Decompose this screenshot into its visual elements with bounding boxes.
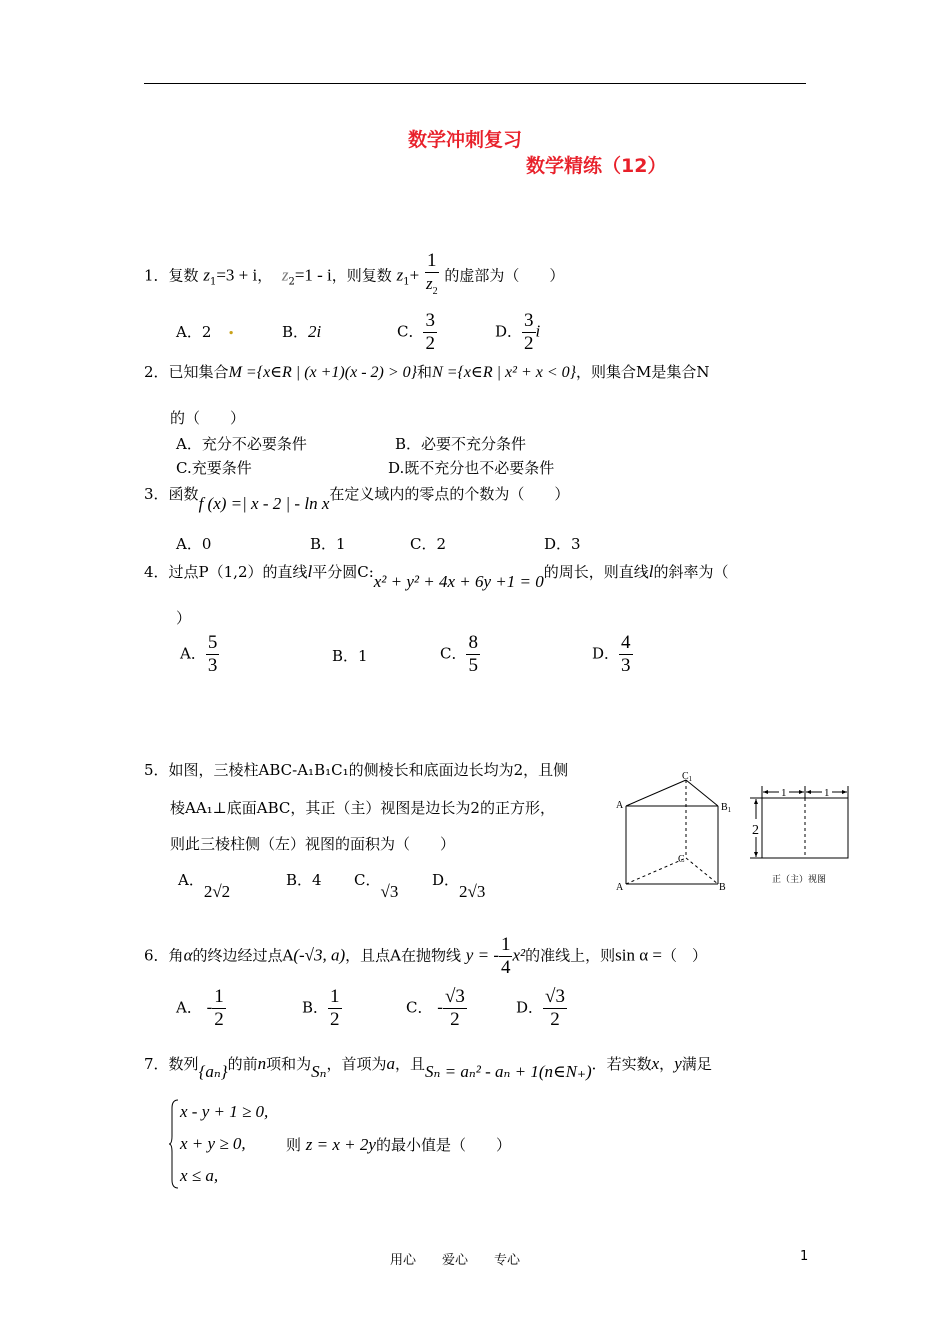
- q7-constraint-2: x + y ≥ 0,: [180, 1134, 246, 1153]
- q6-parabola-post: x²: [512, 945, 526, 965]
- q1-c-den: 2: [425, 333, 435, 354]
- q7-z: z = x + 2y: [305, 1135, 376, 1154]
- q1-d-label: D．: [495, 322, 523, 341]
- prism-edge-ac: [626, 858, 686, 884]
- q1-z1-sub: 1: [209, 276, 217, 288]
- q1-c-label: C．: [397, 322, 424, 341]
- q2-set-n: N ={x∈R | x² + x < 0}: [432, 364, 577, 381]
- q6-mid2: ，且点A在抛物线: [345, 946, 462, 965]
- title-sub: 数学精练（12）: [526, 155, 667, 177]
- q1-d-den: 2: [524, 333, 534, 354]
- title-main: 数学冲刺复习: [408, 129, 523, 151]
- prism-edge-c1b1: [686, 780, 718, 806]
- q7-then: 则: [286, 1136, 302, 1154]
- label-b1: $B_1$: [721, 802, 732, 814]
- q4-d-den: 3: [621, 655, 631, 676]
- q3-post: 在定义域内的零点的个数为（ ）: [329, 485, 570, 503]
- q6-c-label: C．: [406, 998, 433, 1017]
- q1-mid: ，则复数: [331, 266, 392, 285]
- question-2: [144, 362, 710, 383]
- q5-option-c: [354, 870, 399, 901]
- q5-d-value: 2√3: [459, 882, 486, 901]
- arrow-6: [754, 852, 758, 857]
- q1-option-b: [282, 322, 321, 342]
- arrow-5: [754, 799, 758, 804]
- q7-mid3: ，首项为: [326, 1055, 387, 1073]
- q1-z2-eq: =1 - i: [294, 265, 332, 285]
- q6-a-den: 2: [214, 1009, 224, 1030]
- q6-a-num: 1: [214, 986, 224, 1007]
- q7-sequence: {aₙ}: [198, 1062, 228, 1081]
- q1-z1-eq: =3 + i: [216, 265, 258, 285]
- q5-c-value: √3: [380, 882, 399, 901]
- q1-option-a: A．2: [176, 323, 212, 341]
- q6-d-num: √3: [545, 986, 565, 1007]
- q7-post: 满足: [681, 1055, 712, 1073]
- q4-option-b: B．1: [332, 647, 368, 665]
- q4-c-den: 5: [468, 655, 478, 676]
- q5-line2: 棱AA₁⊥底面ABC，其正（主）视图是边长为2的正方形，: [170, 799, 555, 817]
- prism-edge-a1c1: [626, 780, 686, 806]
- q1-expr-z: z: [396, 265, 404, 285]
- q5-option-a: [178, 870, 231, 901]
- q6-point: (-√3, a): [293, 945, 346, 965]
- q3-number: 3．: [144, 485, 169, 503]
- q6-d-label: D．: [516, 998, 544, 1017]
- q5-option-b: B．4: [286, 871, 322, 889]
- q2-option-b: B．必要不充分条件: [395, 435, 527, 453]
- q2-post: ，则集合M是集合N: [576, 363, 710, 381]
- q3-option-d: D．3: [544, 535, 581, 553]
- q7-y: y: [674, 1054, 682, 1073]
- q4-option-d: [592, 632, 633, 677]
- arrow-4: [842, 790, 847, 794]
- q1-expr-sub: 1: [403, 276, 410, 288]
- q5-number: 5．: [144, 761, 169, 779]
- q2-option-d: D.既不充分也不必要条件: [388, 459, 555, 477]
- q7-mid2: 项和为: [266, 1055, 312, 1073]
- q7-mid1: 的前: [227, 1055, 258, 1073]
- q1-option-d: [495, 310, 540, 355]
- q1-option-c: [397, 310, 437, 355]
- label-a1: A: [616, 800, 624, 811]
- q7-pre: 数列: [168, 1055, 199, 1073]
- q1-b-label: B．: [282, 323, 309, 341]
- q1-post: 的虚部为（ ）: [444, 266, 565, 285]
- header-rule: [144, 83, 806, 84]
- q1-plus: +: [409, 265, 420, 285]
- label-c: C: [678, 854, 685, 865]
- q4-number: 4．: [144, 563, 169, 581]
- q6-b-num: 1: [330, 986, 340, 1007]
- q7-objective: [286, 1135, 511, 1155]
- question-6: [144, 934, 707, 979]
- q6-number: 6．: [144, 946, 169, 965]
- q4-text2: 平分圆C:: [312, 563, 374, 581]
- q3-option-c: C．2: [410, 535, 447, 553]
- q1-sep: ，: [257, 266, 273, 285]
- q4-l1: l: [307, 562, 313, 581]
- q7-n: n: [257, 1054, 267, 1073]
- q2-line2: 的（ ）: [170, 409, 246, 427]
- q2-option-a: A．充分不必要条件: [176, 435, 307, 453]
- q4-text3: 的周长，则直线: [543, 563, 649, 581]
- question-3: [144, 484, 570, 513]
- q2-pre: 已知集合: [168, 363, 229, 381]
- q5-d-label: D．: [432, 871, 460, 889]
- front-view-figure: [744, 782, 856, 892]
- dim-label-3: 2: [752, 823, 759, 838]
- q6-alpha: α: [183, 945, 193, 965]
- q1-frac-den-sub: 2: [432, 285, 438, 297]
- q3-pre: 函数: [168, 485, 199, 503]
- q3-expr: f (x) =| x - 2 | - ln x: [198, 494, 330, 513]
- q4-option-c: [440, 632, 480, 677]
- q6-option-d: [516, 986, 567, 1031]
- q4-a-label: A．: [180, 644, 206, 663]
- q5-c-label: C．: [354, 871, 381, 889]
- q6-c-sign: -: [437, 997, 443, 1017]
- q6-c-num: √3: [444, 986, 465, 1007]
- label-b: B: [719, 882, 726, 893]
- q7-x: x: [651, 1054, 660, 1073]
- q4-a-den: 3: [207, 655, 218, 676]
- q1-text: 复数: [168, 266, 199, 285]
- q6-parabola-num: 1: [500, 934, 511, 955]
- q6-mid3: 的准线上，则: [525, 946, 616, 965]
- q1-fraction: [424, 250, 440, 303]
- question-5: [144, 760, 568, 780]
- dim-label-2: 1: [824, 787, 830, 799]
- q1-frac-num: 1: [427, 250, 437, 271]
- q5-a-value: 2√2: [203, 882, 231, 901]
- q1-z2: z: [281, 265, 289, 285]
- question-1: [144, 250, 564, 303]
- q3-option-b: B．1: [310, 535, 346, 553]
- arrow-2: [799, 790, 804, 794]
- label-a: A: [616, 882, 624, 893]
- q4-a-num: 5: [207, 632, 218, 653]
- q7-tail: 的最小值是（ ）: [375, 1136, 511, 1154]
- arrow-3: [806, 790, 811, 794]
- page-number: 1: [800, 1249, 809, 1264]
- q2-option-c: C.充要条件: [176, 459, 252, 477]
- q6-sin: sin α =: [615, 945, 662, 965]
- q4-option-a: [180, 632, 219, 677]
- q4-text4: 的斜率为（: [653, 563, 729, 581]
- prism-figure: [614, 770, 740, 894]
- q1-z2-sub: 2: [288, 276, 295, 288]
- q4-d-num: 4: [621, 632, 631, 653]
- q2-set-m: M ={x∈R | (x +1)(x - 2) > 0}: [228, 364, 418, 381]
- q7-constraint-3: x ≤ a,: [180, 1166, 219, 1185]
- footer-text: 用心 爱心 专心: [390, 1253, 521, 1268]
- q1-d-tail: i: [535, 321, 541, 341]
- q1-frac-den: z: [425, 274, 433, 293]
- q6-a-sign: -: [206, 997, 213, 1017]
- q6-option-c: [406, 986, 467, 1031]
- q7-a: a: [386, 1054, 395, 1073]
- q1-c-num: 3: [425, 310, 435, 331]
- q6-option-b: [302, 986, 342, 1031]
- label-c1: $C_1$: [682, 771, 693, 783]
- q1-dot-mark: .: [228, 318, 235, 339]
- q4-text1: 过点P（1,2）的直线: [168, 563, 308, 581]
- q3-option-a: A．0: [176, 535, 212, 553]
- question-4: [144, 562, 729, 591]
- arrow-1: [763, 790, 768, 794]
- q5-line3: 则此三棱柱侧（左）视图的面积为（ ）: [170, 835, 456, 853]
- q6-pre: 角: [168, 946, 184, 965]
- q6-post: （ ）: [662, 946, 708, 965]
- q6-mid1: 的终边经过点A: [192, 946, 294, 965]
- dim-label-1: 1: [781, 787, 787, 799]
- prism-edge-cb: [686, 858, 718, 884]
- q6-d-den: 2: [550, 1009, 560, 1030]
- q5-line1: 如图，三棱柱ABC-A₁B₁C₁的侧棱长和底面边长均为2，且侧: [168, 761, 569, 779]
- q6-option-a: [176, 986, 226, 1031]
- q7-sn-expr: Sₙ = aₙ² - aₙ + 1(n∈N₊): [425, 1062, 592, 1081]
- q6-b-label: B．: [302, 998, 329, 1017]
- q2-and: 和: [417, 363, 433, 381]
- q4-c-num: 8: [468, 632, 478, 653]
- q1-z1: z: [203, 265, 210, 285]
- q4-d-label: D．: [592, 644, 620, 663]
- q4-line2: ）: [176, 609, 192, 627]
- q6-parabola-pre: y = -: [465, 945, 499, 965]
- q7-sn: Sₙ: [311, 1062, 327, 1081]
- system-brace: [168, 1098, 180, 1190]
- q5-a-label: A．: [178, 871, 204, 889]
- q1-number: 1．: [144, 266, 169, 285]
- q6-c-den: 2: [450, 1009, 460, 1030]
- q4-circle-eq: x² + y² + 4x + 6y +1 = 0: [373, 572, 544, 591]
- q7-constraint-1: x - y + 1 ≥ 0,: [180, 1102, 269, 1121]
- front-view-caption: 正（主）视图: [772, 875, 827, 885]
- q4-l2: l: [648, 562, 654, 581]
- q6-a-label: A．: [176, 998, 202, 1017]
- q6-b-den: 2: [330, 1009, 340, 1030]
- q2-number: 2．: [144, 363, 169, 381]
- q7-mid5: ．若实数: [591, 1055, 652, 1073]
- q6-parabola-den: 4: [500, 957, 511, 978]
- q7-mid4: ，且: [395, 1055, 426, 1073]
- question-7: [144, 1054, 712, 1081]
- q1-b-value: 2i: [308, 322, 322, 341]
- q1-d-num: 3: [524, 310, 534, 331]
- q4-c-label: C．: [440, 644, 467, 663]
- q7-number: 7．: [144, 1055, 169, 1073]
- q5-option-d: [432, 870, 486, 901]
- q7-comma: ，: [659, 1055, 675, 1073]
